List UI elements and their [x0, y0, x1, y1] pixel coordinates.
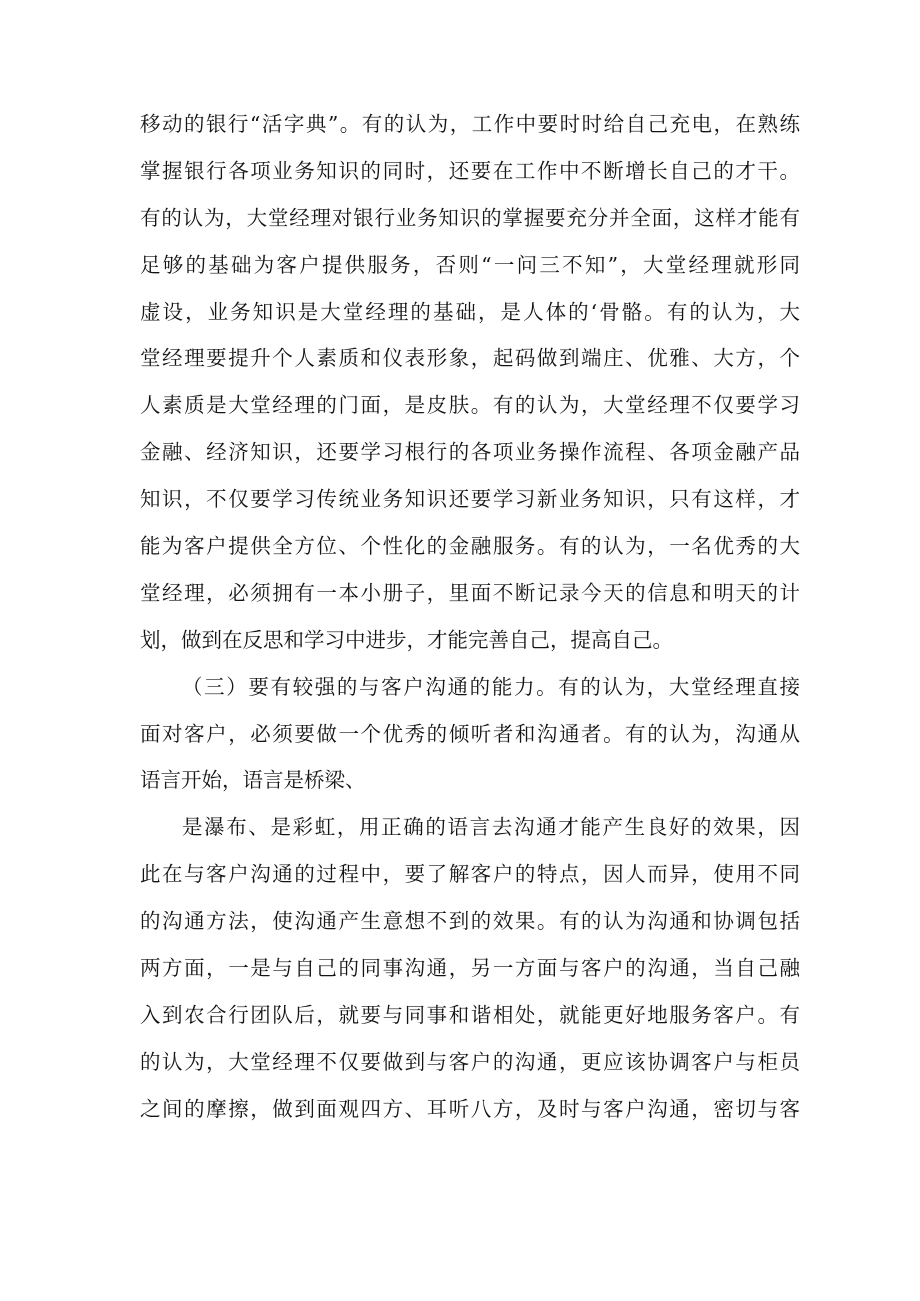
text-line: 有的认为，大堂经理对银行业务知识的掌握要充分并全面，这样才能有 — [140, 205, 800, 230]
text-line: 此在与客户沟通的过程中，要了解客户的特点，因人而异，使用不同 — [140, 862, 800, 887]
text-line: 足够的基础为客户提供服务，否则“一问三不知”，大堂经理就形同 — [140, 252, 800, 277]
text-line: 的认为，大堂经理不仅要做到与客户的沟通，更应该协调客户与柜员 — [140, 1049, 800, 1074]
text-line: 知识，不仅要学习传统业务知识还要学习新业务知识，只有这样，才 — [140, 487, 800, 512]
section-heading-line: （三）要有较强的与客户沟通的能力。有的认为，大堂经理直接 — [182, 674, 800, 699]
text-line: 堂经理，必须拥有一本小册子，里面不断记录今天的信息和明天的计 — [140, 580, 800, 605]
text-line: 虚设，业务知识是大堂经理的基础，是人体的‘骨骼。有的认为，大 — [140, 299, 800, 324]
body-text — [140, 101, 800, 1133]
text-line: 掌握银行各项业务知识的同时，还要在工作中不断增长自己的才干。 — [140, 158, 800, 183]
text-line: 语言开始，语言是桥梁、 — [140, 768, 366, 793]
text-line: 两方面，一是与自己的同事沟通，另一方面与客户的沟通，当自己融 — [140, 956, 800, 981]
text-line: 移动的银行“活字典”。有的认为，工作中要时时给自己充电，在熟练 — [140, 112, 800, 136]
text-line: 划，做到在反思和学习中进步，才能完善自己，提高自己。 — [140, 627, 673, 652]
text-line: 金融、经济知识，还要学习根行的各项业务操作流程、各项金融产品 — [140, 440, 800, 465]
text-line: 人素质是大堂经理的门面，是皮肤。有的认为，大堂经理不仅要学习 — [140, 393, 800, 418]
text-line: 是瀑布、是彩虹，用正确的语言去沟通才能产生良好的效果，因 — [182, 815, 800, 840]
text-line: 面对客户，必须要做一个优秀的倾听者和沟通者。有的认为，沟通从 — [140, 721, 800, 746]
text-line: 的沟通方法，使沟通产生意想不到的效果。有的认为沟通和协调包括 — [140, 909, 800, 934]
text-line: 能为客户提供全方位、个性化的金融服务。有的认为，一名优秀的大 — [140, 534, 800, 559]
text-line: 堂经理要提升个人素质和仪表形象，起码做到端庄、优雅、大方，个 — [140, 346, 800, 371]
text-line: 入到农合行团队后，就要与同事和谐相处，就能更好地服务客户。有 — [140, 1002, 800, 1027]
text-line: 之间的摩擦，做到面观四方、耳听八方，及时与客户沟通，密切与客 — [140, 1096, 800, 1121]
